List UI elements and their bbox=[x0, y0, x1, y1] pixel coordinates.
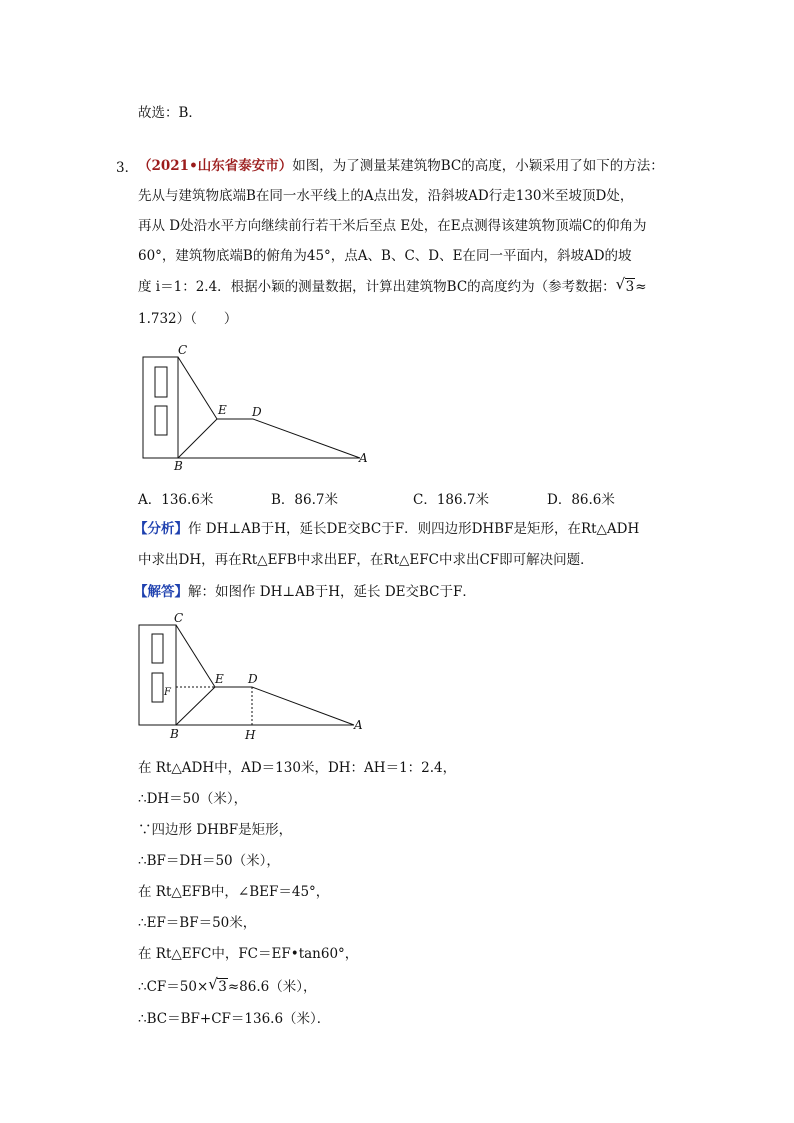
label-e: E bbox=[215, 672, 224, 686]
label-b: B bbox=[170, 727, 179, 741]
line-be bbox=[176, 687, 215, 725]
building-window-upper bbox=[152, 634, 163, 663]
sqrt-3: √ 3 bbox=[208, 975, 227, 995]
figure-1 bbox=[130, 340, 380, 475]
label-e: E bbox=[218, 403, 227, 417]
question-line-1: 如图，为了测量某建筑物BC的高度，小颖采用了如下的方法： bbox=[292, 158, 664, 174]
option-c: C．186.7米 bbox=[413, 492, 489, 508]
solution-step-7: 在 Rt△EFC中，FC＝EF•tan60°， bbox=[138, 946, 359, 962]
line-ce bbox=[176, 625, 215, 687]
sqrt-3-reference: √ 3 bbox=[615, 275, 635, 295]
question-number: 3． bbox=[116, 160, 139, 176]
solution-tag: 【解答】 bbox=[134, 584, 188, 600]
analysis-line-2: 中求出DH，再在Rt△EFB中求出EF，在Rt△EFC中求出CF即可解决问题． bbox=[138, 552, 594, 568]
solution-step-5: 在 Rt△EFB中，∠BEF＝45°， bbox=[138, 884, 330, 900]
analysis-tag: 【分析】 bbox=[134, 521, 188, 537]
question-first-line bbox=[138, 156, 664, 176]
building-window-upper bbox=[155, 367, 167, 397]
label-c: C bbox=[178, 343, 188, 357]
solution-step-4: ∴BF＝DH＝50（米）， bbox=[138, 853, 280, 869]
building-outline bbox=[139, 625, 176, 725]
label-a: A bbox=[354, 718, 363, 732]
building-window-lower bbox=[152, 673, 163, 702]
solution-step-3: ∵四边形 DHBF是矩形， bbox=[138, 822, 293, 838]
label-d: D bbox=[252, 405, 262, 419]
question-source: （2021•山东省泰安市） bbox=[138, 158, 293, 174]
line-ce bbox=[178, 357, 217, 419]
solution-intro: 【解答】解：如图作 DH⊥AB于H，延长 DE交BC于F． bbox=[134, 584, 476, 600]
slope-da bbox=[253, 419, 360, 458]
question-line-2: 先从与建筑物底端B在同一水平线上的A点出发，沿斜坡AD行走130米至坡顶D处， bbox=[138, 188, 634, 204]
label-d: D bbox=[248, 672, 258, 686]
label-h: H bbox=[245, 728, 256, 742]
question-line-5: 度 i＝1：2.4．根据小颖的测量数据，计算出建筑物BC的高度约为（参考数据： bbox=[138, 279, 616, 295]
solution-step-6: ∴EF＝BF＝50米， bbox=[138, 915, 257, 931]
option-d: D．86.6米 bbox=[547, 492, 615, 508]
solution-step-8: ∴CF＝50× √ 3≈86.6（米）， bbox=[138, 975, 317, 995]
previous-answer: 故选：B． bbox=[138, 105, 202, 121]
solution-step-2: ∴DH＝50（米）， bbox=[138, 791, 248, 807]
option-a: A．136.6米 bbox=[138, 492, 214, 508]
solution-step-9: ∴BC＝BF+CF＝136.6（米）． bbox=[138, 1011, 331, 1027]
solution-step-1: 在 Rt△ADH中，AD＝130米，DH：AH＝1：2.4， bbox=[138, 760, 457, 776]
label-c: C bbox=[174, 611, 184, 625]
label-a: A bbox=[359, 451, 368, 465]
line-be bbox=[178, 419, 217, 458]
label-b: B bbox=[174, 459, 183, 473]
label-f: F bbox=[164, 687, 171, 698]
question-line-3: 再从 D处沿水平方向继续前行若干米后至点 E处，在E点测得该建筑物顶端C的仰角为 bbox=[138, 218, 647, 234]
question-line-5-wrap bbox=[138, 277, 647, 297]
question-line-4: 60°，建筑物底端B的俯角为45°，点A、B、C、D、E在同一平面内，斜坡AD的坡 bbox=[138, 248, 632, 264]
approx-sign: ≈ bbox=[635, 279, 647, 295]
question-line-6: 1.732）（ ） bbox=[138, 311, 238, 327]
building-window-lower bbox=[155, 406, 167, 435]
analysis-line-1: 【分析】作 DH⊥AB于H，延长DE交BC于F．则四边形DHBF是矩形，在Rt△ADH bbox=[134, 521, 640, 537]
figure-2 bbox=[130, 610, 380, 745]
slope-da bbox=[252, 687, 354, 725]
option-b: B．86.7米 bbox=[271, 492, 338, 508]
building-outline bbox=[143, 357, 178, 458]
